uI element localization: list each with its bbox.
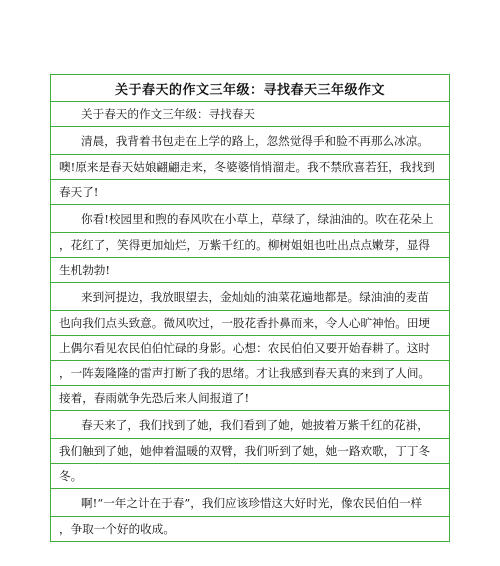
- text-line: 春天了!: [51, 180, 449, 205]
- document-title: 关于春天的作文三年级：寻找春天三年级作文: [51, 75, 449, 102]
- text-line: 来到河提边，我放眼望去，金灿灿的油菜花遍地都是。绿油油的麦苗: [51, 283, 449, 311]
- text-line: 清晨，我背着书包走在上学的路上，忽然觉得手和脸不再那么冰凉。: [51, 127, 449, 155]
- text-line: 关于春天的作文三年级：寻找春天: [51, 102, 449, 127]
- document-body: [51, 102, 449, 542]
- text-line: 生机勃勃!: [51, 258, 449, 283]
- text-line: ，一阵轰隆隆的雷声打断了我的思绪。才让我感到春天真的来到了人间。: [51, 361, 449, 386]
- text-line: 啊!“一年之计在于春”，我们应该珍惜这大好时光，像农民伯伯一样: [51, 489, 449, 517]
- text-line: 噢!原来是春天姑娘翩翩走来，冬婆婆悄悄溜走。我不禁欣喜若狂，我找到: [51, 155, 449, 180]
- text-line: ，争取一个好的收成。: [51, 517, 449, 542]
- text-line: 你看!校园里和煦的春风吹在小草上，草绿了，绿油油的。吹在花朵上: [51, 205, 449, 233]
- text-line: 冬。: [51, 464, 449, 489]
- text-line: 春天来了，我们找到了她，我们看到了她，她披着万紫千红的花褂，: [51, 411, 449, 439]
- document-sheet: [50, 74, 450, 542]
- text-line: 我们触到了她，她伸着温暖的双臂，我们听到了她，她一路欢歌，丁丁冬: [51, 439, 449, 464]
- text-line: 也向我们点头致意。微风吹过，一股花香扑鼻而来，令人心旷神怡。田埂: [51, 311, 449, 336]
- text-line: 上偶尔看见农民伯伯忙碌的身影。心想：农民伯伯又要开始春耕了。这时: [51, 336, 449, 361]
- text-line: ，花红了，笑得更加灿烂，万紫千红的。柳树姐姐也吐出点点嫩芽，显得: [51, 233, 449, 258]
- text-line: 接着，春雨就争先恐后来人间报道了!: [51, 386, 449, 411]
